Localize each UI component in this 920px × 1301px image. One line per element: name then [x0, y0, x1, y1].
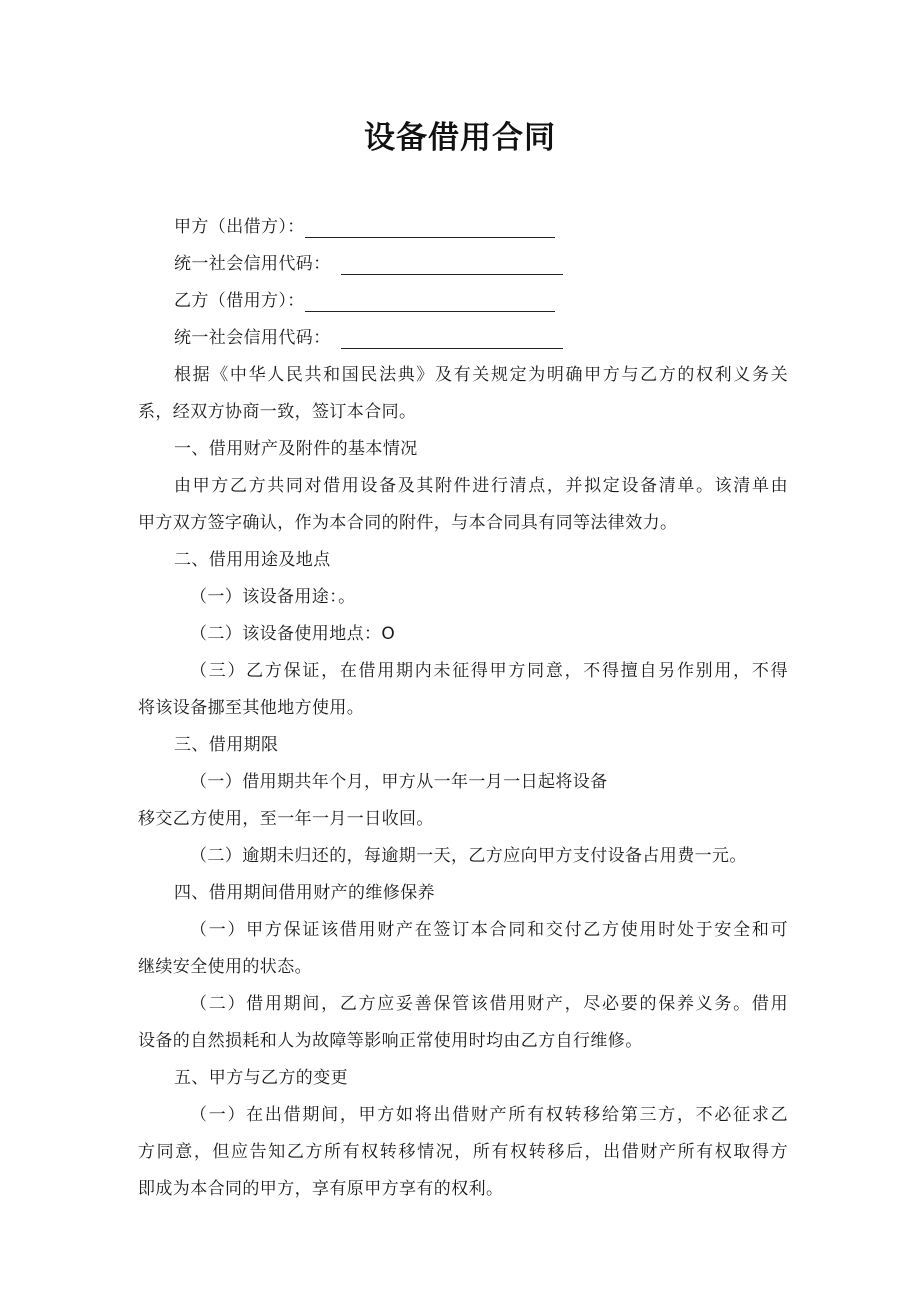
- section-4-item-1-line-2: 继续安全使用的状态。: [138, 957, 312, 977]
- section-3-heading: 三、借用期限: [174, 735, 279, 755]
- section-1-p1-line-2: 甲方双方签字确认，作为本合同的附件，与本合同具有同等法律效力。: [138, 513, 678, 533]
- section-5-item-1-line-3: 即成为本合同的甲方，享有原甲方享有的权利。: [138, 1179, 504, 1199]
- party-b-label: 乙方（借用方）：: [174, 291, 305, 311]
- party-a-blank[interactable]: [305, 214, 555, 238]
- intro-line-2: 系，经双方协商一致，签订本合同。: [138, 402, 417, 422]
- intro-line-1: 根据《中华人民共和国民法典》及有关规定为明确甲方与乙方的权利义务关: [174, 365, 788, 385]
- section-4-item-1-line-1: （一）甲方保证该借用财产在签订本合同和交付乙方使用时处于安全和可: [190, 920, 788, 940]
- credit-code-b-blank[interactable]: [341, 325, 563, 349]
- section-2-item-1: （一）该设备用途：。: [190, 587, 356, 607]
- section-4-item-2-line-2: 设备的自然损耗和人为故障等影响正常使用时均由乙方自行维修。: [138, 1031, 643, 1051]
- section-4-item-2-line-1: （二）借用期间，乙方应妥善保管该借用财产，尽必要的保养义务。借用: [190, 994, 788, 1014]
- party-b-blank[interactable]: [305, 288, 555, 312]
- section-2-item-2: （二）该设备使用地点：O: [190, 624, 396, 644]
- document-body: [138, 209, 788, 1208]
- credit-code-a-row: [138, 246, 788, 283]
- section-5-item-1-line-1: （一）在出借期间，甲方如将出借财产所有权转移给第三方，不必征求乙: [190, 1105, 788, 1125]
- section-1-p1-line-1: 由甲方乙方共同对借用设备及其附件进行清点，并拟定设备清单。该清单由: [174, 476, 788, 496]
- section-5-item-1-line-2: 方同意，但应告知乙方所有权转移情况，所有权转移后，出借财产所有权取得方: [138, 1142, 788, 1162]
- section-5-heading: 五、甲方与乙方的变更: [174, 1068, 348, 1088]
- section-4-heading: 四、借用期间借用财产的维修保养: [174, 883, 435, 903]
- party-b-row: [138, 283, 788, 320]
- section-2-heading: 二、借用用途及地点: [174, 550, 331, 570]
- section-3-item-2: （二）逾期未归还的，每逾期一天，乙方应向甲方支付设备占用费一元。: [190, 846, 747, 866]
- document-title: 设备借用合同: [364, 120, 556, 156]
- section-1-heading: 一、借用财产及附件的基本情况: [174, 439, 418, 459]
- party-a-label: 甲方（出借方）：: [174, 217, 305, 237]
- party-a-row: [138, 209, 788, 246]
- section-3-item-1-line-2: 移交乙方使用，至一年一月一日收回。: [138, 809, 434, 829]
- credit-code-a-blank[interactable]: [341, 251, 563, 275]
- section-2-item-3-line-1: （三）乙方保证，在借用期内未征得甲方同意，不得擅自另作别用，不得: [190, 661, 788, 681]
- credit-code-b-label: 统一社会信用代码：: [174, 328, 331, 348]
- section-2-item-3-line-2: 将该设备挪至其他地方使用。: [138, 698, 365, 718]
- credit-code-a-label: 统一社会信用代码：: [174, 254, 331, 274]
- credit-code-b-row: [138, 320, 788, 357]
- section-3-item-1-line-1: （一）借用期共年个月，甲方从一年一月一日起将设备: [190, 772, 608, 792]
